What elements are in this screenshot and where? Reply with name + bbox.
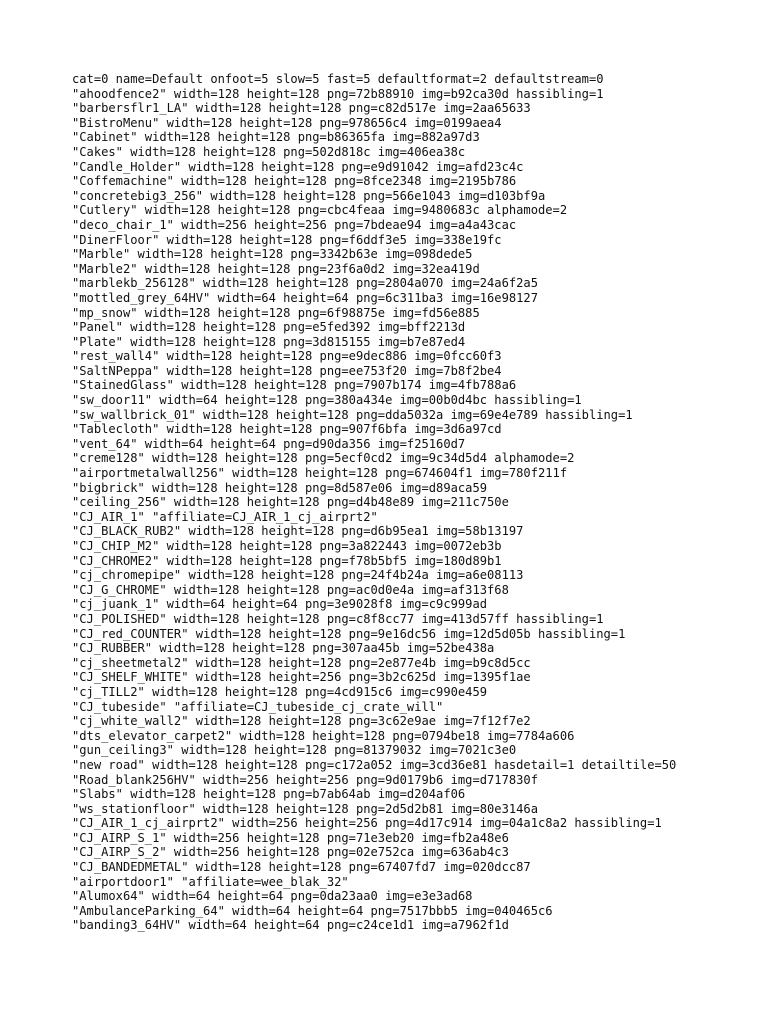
document-line: "airportdoor1" "affiliate=wee_blak_32" bbox=[72, 874, 349, 889]
document-line: "banding3_64HV" width=64 height=64 png=c24ce1d1 img=a7962f1d bbox=[72, 918, 509, 933]
document-line: "SaltNPeppa" width=128 height=128 png=ee753f20 img=7b8f2be4 bbox=[72, 363, 502, 378]
document-line: "mp_snow" width=128 height=128 png=6f98875e img=fd56e885 bbox=[72, 305, 480, 320]
document-line: "mottled_grey_64HV" width=64 height=64 png=6c311ba3 img=16e98127 bbox=[72, 290, 538, 305]
document-line: "cj_chromepipe" width=128 height=128 png=24f4b24a img=a6e08113 bbox=[72, 568, 524, 583]
document-line: "Alumox64" width=64 height=64 png=0da23aa0 img=e3e3ad68 bbox=[72, 889, 473, 904]
document-line: "Cutlery" width=128 height=128 png=cbc4feaa img=9480683c alphamode=2 bbox=[72, 203, 568, 218]
document-line: "Candle_Holder" width=128 height=128 png=e9d91042 img=afd23c4c bbox=[72, 159, 524, 174]
document-line: "CJ_SHELF_WHITE" width=128 height=256 png=3b2c625d img=1395f1ae bbox=[72, 670, 531, 685]
document-line: "CJ_tubeside" "affiliate=CJ_tubeside_cj_crate_will" bbox=[72, 699, 444, 714]
document-line: "cj_sheetmetal2" width=128 height=128 png=2e877e4b img=b9c8d5cc bbox=[72, 655, 531, 670]
document-line: "CJ_red_COUNTER" width=128 height=128 png=9e16dc56 img=12d5d05b hassibling=1 bbox=[72, 626, 626, 641]
document-line: cat=0 name=Default onfoot=5 slow=5 fast=5 defaultformat=2 defaultstream=0 bbox=[72, 72, 604, 86]
document-line: "airportmetalwall256" width=128 height=128 png=674604f1 img=780f211f bbox=[72, 466, 568, 481]
document-line: "cj_TILL2" width=128 height=128 png=4cd915c6 img=c990e459 bbox=[72, 684, 488, 699]
document-line: "CJ_BLACK_RUB2" width=128 height=128 png=d6b95ea1 img=58b13197 bbox=[72, 524, 524, 539]
document-line: "bigbrick" width=128 height=128 png=8d587e06 img=d89aca59 bbox=[72, 480, 488, 495]
document-line: "ceiling_256" width=128 height=128 png=d4b48e89 img=211c750e bbox=[72, 495, 509, 510]
document-line: "AmbulanceParking_64" width=64 height=64 png=7517bbb5 img=040465c6 bbox=[72, 903, 553, 918]
document-line: "Plate" width=128 height=128 png=3d815155 img=b7e87ed4 bbox=[72, 334, 466, 349]
document-line: "Tablecloth" width=128 height=128 png=907f6bfa img=3d6a97cd bbox=[72, 422, 502, 437]
document-line: "Road_blank256HV" width=256 height=256 png=9d0179b6 img=d717830f bbox=[72, 772, 538, 787]
document-line: "CJ_AIR_1_cj_airprt2" width=256 height=256 png=4d17c914 img=04a1c8a2 hassibling=1 bbox=[72, 816, 662, 831]
document-line: "CJ_POLISHED" width=128 height=128 png=c8f8cc77 img=413d57ff hassibling=1 bbox=[72, 611, 604, 626]
document-line: "CJ_G_CHROME" width=128 height=128 png=ac0d0e4a img=af313f68 bbox=[72, 582, 509, 597]
document-line: "StainedGlass" width=128 height=128 png=7907b174 img=4fb788a6 bbox=[72, 378, 517, 393]
document-line: "Panel" width=128 height=128 png=e5fed392 img=bff2213d bbox=[72, 320, 466, 335]
document-line: "sw_door11" width=64 height=128 png=380a434e img=00b0d4bc hassibling=1 bbox=[72, 393, 582, 408]
document-line: "CJ_CHIP_M2" width=128 height=128 png=3a822443 img=0072eb3b bbox=[72, 539, 502, 553]
document-line: "CJ_AIRP_S_2" width=256 height=128 png=02e752ca img=636ab4c3 bbox=[72, 845, 509, 860]
document-line: "Slabs" width=128 height=128 png=b7ab64ab img=d204af06 bbox=[72, 787, 466, 802]
document-line: "CJ_AIRP_S_1" width=256 height=128 png=71e3eb20 img=fb2a48e6 bbox=[72, 830, 509, 845]
document-line: "Cabinet" width=128 height=128 png=b86365fa img=882a97d3 bbox=[72, 130, 480, 145]
document-line: "new road" width=128 height=128 png=c172a052 img=3cd36e81 hasdetail=1 detailtile=50 bbox=[72, 757, 677, 772]
document-line: "marblekb_256128" width=128 height=128 png=2804a070 img=24a6f2a5 bbox=[72, 276, 538, 291]
document-line: "cj_juank_1" width=64 height=64 png=3e9028f8 img=c9c999ad bbox=[72, 597, 488, 612]
document-line: "CJ_BANDEDMETAL" width=128 height=128 png=67407fd7 img=020dcc87 bbox=[72, 860, 531, 875]
document-text-body bbox=[72, 72, 762, 933]
document-line: "DinerFloor" width=128 height=128 png=f6ddf3e5 img=338e19fc bbox=[72, 232, 502, 247]
document-line: "cj_white_wall2" width=128 height=128 png=3c62e9ae img=7f12f7e2 bbox=[72, 714, 531, 729]
document-line: "vent_64" width=64 height=64 png=d90da356 img=f25160d7 bbox=[72, 436, 466, 451]
document-line: "CJ_AIR_1" "affiliate=CJ_AIR_1_cj_airprt2" bbox=[72, 509, 378, 524]
document-line: "Cakes" width=128 height=128 png=502d818c img=406ea38c bbox=[72, 144, 466, 159]
document-line: "gun_ceiling3" width=128 height=128 png=81379032 img=7021c3e0 bbox=[72, 743, 517, 758]
document-line: "concretebig3_256" width=128 height=128 png=566e1043 img=d103bf9a bbox=[72, 188, 546, 203]
document-line: "CJ_CHROME2" width=128 height=128 png=f78b5bf5 img=180d89b1 bbox=[72, 553, 502, 568]
document-line: "BistroMenu" width=128 height=128 png=978656c4 img=0199aea4 bbox=[72, 115, 502, 130]
document-line: "sw_wallbrick_01" width=128 height=128 png=dda5032a img=69e4e789 hassibling=1 bbox=[72, 407, 633, 422]
document-line: "CJ_RUBBER" width=128 height=128 png=307aa45b img=52be438a bbox=[72, 641, 495, 656]
document-line: "ws_stationfloor" width=128 height=128 png=2d5d2b81 img=80e3146a bbox=[72, 801, 538, 816]
document-line: "Marble2" width=128 height=128 png=23f6a0d2 img=32ea419d bbox=[72, 261, 480, 276]
document-line: "Marble" width=128 height=128 png=3342b63e img=098dede5 bbox=[72, 247, 473, 262]
document-line: "Coffemachine" width=128 height=128 png=8fce2348 img=2195b786 bbox=[72, 174, 517, 189]
document-line: "creme128" width=128 height=128 png=5ecf0cd2 img=9c34d5d4 alphamode=2 bbox=[72, 451, 575, 466]
document-line: "dts_elevator_carpet2" width=128 height=128 png=0794be18 img=7784a606 bbox=[72, 728, 575, 743]
document-line: "barbersflr1_LA" width=128 height=128 png=c82d517e img=2aa65633 bbox=[72, 101, 531, 116]
document-line: "rest_wall4" width=128 height=128 png=e9dec886 img=0fcc60f3 bbox=[72, 349, 502, 364]
document-line: "deco_chair_1" width=256 height=256 png=7bdeae94 img=a4a43cac bbox=[72, 217, 517, 232]
document-line: "ahoodfence2" width=128 height=128 png=72b88910 img=b92ca30d hassibling=1 bbox=[72, 86, 604, 101]
